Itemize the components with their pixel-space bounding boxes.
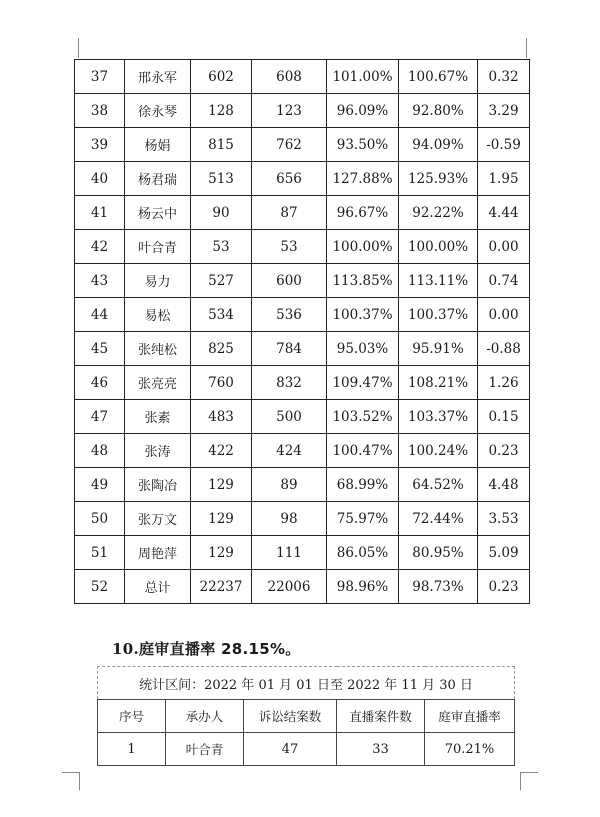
table-cell: 47 <box>75 400 125 434</box>
table-cell: 108.21% <box>399 366 478 400</box>
table-cell: 96.67% <box>327 196 399 230</box>
table-cell: 叶合青 <box>125 230 191 264</box>
table-cell: 129 <box>191 536 252 570</box>
table-cell: 100.00% <box>399 230 478 264</box>
table-cell: 48 <box>75 434 125 468</box>
table-cell: 44 <box>75 298 125 332</box>
table-row <box>75 162 530 196</box>
table-cell: 109.47% <box>327 366 399 400</box>
table-cell: 100.37% <box>399 298 478 332</box>
table-cell: 33 <box>337 733 425 766</box>
table-cell: 47 <box>244 733 337 766</box>
table-cell: 103.52% <box>327 400 399 434</box>
table-cell: 113.11% <box>399 264 478 298</box>
crop-mark-bottom-left-v <box>79 772 80 790</box>
table-cell: 周艳萍 <box>125 536 191 570</box>
table-cell: 3.29 <box>478 94 530 128</box>
table-cell: 37 <box>75 60 125 94</box>
table-cell: -0.88 <box>478 332 530 366</box>
table-row <box>75 264 530 298</box>
table-cell: 760 <box>191 366 252 400</box>
table-cell: 1 <box>98 733 166 766</box>
table-cell: 95.03% <box>327 332 399 366</box>
table-cell: 656 <box>252 162 327 196</box>
table-cell: 483 <box>191 400 252 434</box>
table-cell: 96.09% <box>327 94 399 128</box>
table-cell: 43 <box>75 264 125 298</box>
table-cell: 4.44 <box>478 196 530 230</box>
table-cell: 500 <box>252 400 327 434</box>
table-cell: 762 <box>252 128 327 162</box>
table-cell: 100.37% <box>327 298 399 332</box>
table-row <box>75 94 530 128</box>
table-cell: 39 <box>75 128 125 162</box>
table-cell: 53 <box>252 230 327 264</box>
table-cell: 0.32 <box>478 60 530 94</box>
table-cell: 杨云中 <box>125 196 191 230</box>
table-cell: 3.53 <box>478 502 530 536</box>
table-cell: 129 <box>191 502 252 536</box>
table-cell: 72.44% <box>399 502 478 536</box>
table-cell: 75.97% <box>327 502 399 536</box>
table-cell: 22006 <box>252 570 327 604</box>
table-cell: 103.37% <box>399 400 478 434</box>
table-cell: 100.00% <box>327 230 399 264</box>
table-cell: 527 <box>191 264 252 298</box>
table-row <box>75 502 530 536</box>
table-cell: 98.73% <box>399 570 478 604</box>
table-cell: 92.22% <box>399 196 478 230</box>
table-cell: 0.23 <box>478 570 530 604</box>
header-cell: 庭审直播率 <box>425 700 515 733</box>
crop-mark-top-left <box>78 38 79 58</box>
table-cell: 0.74 <box>478 264 530 298</box>
table-cell: 46 <box>75 366 125 400</box>
table-cell: 93.50% <box>327 128 399 162</box>
table-cell: 0.15 <box>478 400 530 434</box>
table-cell: 张陶冶 <box>125 468 191 502</box>
section-number: 10. <box>112 640 139 658</box>
section-title: 庭审直播率 28.15%。 <box>139 640 301 658</box>
table-cell: 4.48 <box>478 468 530 502</box>
live-broadcast-table <box>97 666 515 766</box>
table-cell: 125.93% <box>399 162 478 196</box>
table-cell: 536 <box>252 298 327 332</box>
table-cell: 128 <box>191 94 252 128</box>
table-cell: 98 <box>252 502 327 536</box>
table-cell: 100.47% <box>327 434 399 468</box>
table-cell: 424 <box>252 434 327 468</box>
table-cell: 86.05% <box>327 536 399 570</box>
table-cell: 邢永军 <box>125 60 191 94</box>
table-cell: 0.23 <box>478 434 530 468</box>
table-cell: 64.52% <box>399 468 478 502</box>
crop-mark-bottom-right-v <box>520 772 521 790</box>
table-cell: 101.00% <box>327 60 399 94</box>
table-cell: 41 <box>75 196 125 230</box>
table-cell: 5.09 <box>478 536 530 570</box>
table-cell: 129 <box>191 468 252 502</box>
table-row <box>75 468 530 502</box>
table-cell: 608 <box>252 60 327 94</box>
table-cell: 1.95 <box>478 162 530 196</box>
table-row <box>75 230 530 264</box>
table-cell: 127.88% <box>327 162 399 196</box>
table-cell: 98.96% <box>327 570 399 604</box>
judge-statistics-table <box>74 59 530 604</box>
table-row <box>98 733 515 766</box>
table-cell: 53 <box>191 230 252 264</box>
header-cell: 序号 <box>98 700 166 733</box>
table-cell: 49 <box>75 468 125 502</box>
table-cell: 张素 <box>125 400 191 434</box>
table-cell: 张纯松 <box>125 332 191 366</box>
table-cell: 784 <box>252 332 327 366</box>
table-cell: 602 <box>191 60 252 94</box>
table-cell: 0.00 <box>478 230 530 264</box>
table-cell: 513 <box>191 162 252 196</box>
table-cell: 0.00 <box>478 298 530 332</box>
table-cell: -0.59 <box>478 128 530 162</box>
table-row <box>75 196 530 230</box>
table-cell: 68.99% <box>327 468 399 502</box>
table-cell: 92.80% <box>399 94 478 128</box>
table-cell: 张亮亮 <box>125 366 191 400</box>
table-cell: 52 <box>75 570 125 604</box>
crop-mark-bottom-left-h <box>62 772 80 773</box>
table-cell: 600 <box>252 264 327 298</box>
table-row <box>75 536 530 570</box>
table-cell: 徐永琴 <box>125 94 191 128</box>
header-cell: 直播案件数 <box>337 700 425 733</box>
table-cell: 1.26 <box>478 366 530 400</box>
table-cell: 易力 <box>125 264 191 298</box>
table-row <box>75 434 530 468</box>
table-row <box>75 400 530 434</box>
table-cell: 杨娟 <box>125 128 191 162</box>
table-cell: 94.09% <box>399 128 478 162</box>
table-cell: 113.85% <box>327 264 399 298</box>
table-cell: 100.24% <box>399 434 478 468</box>
table-row <box>75 332 530 366</box>
table-cell: 42 <box>75 230 125 264</box>
table-row <box>75 128 530 162</box>
table-cell: 422 <box>191 434 252 468</box>
table-cell: 100.67% <box>399 60 478 94</box>
table-cell: 张万文 <box>125 502 191 536</box>
table-cell: 70.21% <box>425 733 515 766</box>
table-cell: 50 <box>75 502 125 536</box>
table-row <box>75 298 530 332</box>
table-cell: 111 <box>252 536 327 570</box>
header-cell: 诉讼结案数 <box>244 700 337 733</box>
table-cell: 38 <box>75 94 125 128</box>
table-cell: 22237 <box>191 570 252 604</box>
table-cell: 87 <box>252 196 327 230</box>
table-cell: 45 <box>75 332 125 366</box>
crop-mark-top-right <box>526 38 527 58</box>
table-row <box>75 570 530 604</box>
table-cell: 40 <box>75 162 125 196</box>
section-heading <box>112 638 301 659</box>
table-cell: 123 <box>252 94 327 128</box>
table-cell: 80.95% <box>399 536 478 570</box>
table-cell: 51 <box>75 536 125 570</box>
table-cell: 易松 <box>125 298 191 332</box>
table-cell: 张涛 <box>125 434 191 468</box>
table-row <box>75 60 530 94</box>
stat-range: 统计区间：2022 年 01 月 01 日至 2022 年 11 月 30 日 <box>98 667 515 700</box>
header-cell: 承办人 <box>166 700 244 733</box>
table-cell: 杨君瑞 <box>125 162 191 196</box>
table-cell: 90 <box>191 196 252 230</box>
table-cell: 总计 <box>125 570 191 604</box>
table-cell: 825 <box>191 332 252 366</box>
table-cell: 815 <box>191 128 252 162</box>
table-cell: 832 <box>252 366 327 400</box>
table-cell: 叶合青 <box>166 733 244 766</box>
table-cell: 89 <box>252 468 327 502</box>
crop-mark-bottom-right-h <box>520 772 538 773</box>
table-cell: 534 <box>191 298 252 332</box>
table-row <box>75 366 530 400</box>
table-cell: 95.91% <box>399 332 478 366</box>
